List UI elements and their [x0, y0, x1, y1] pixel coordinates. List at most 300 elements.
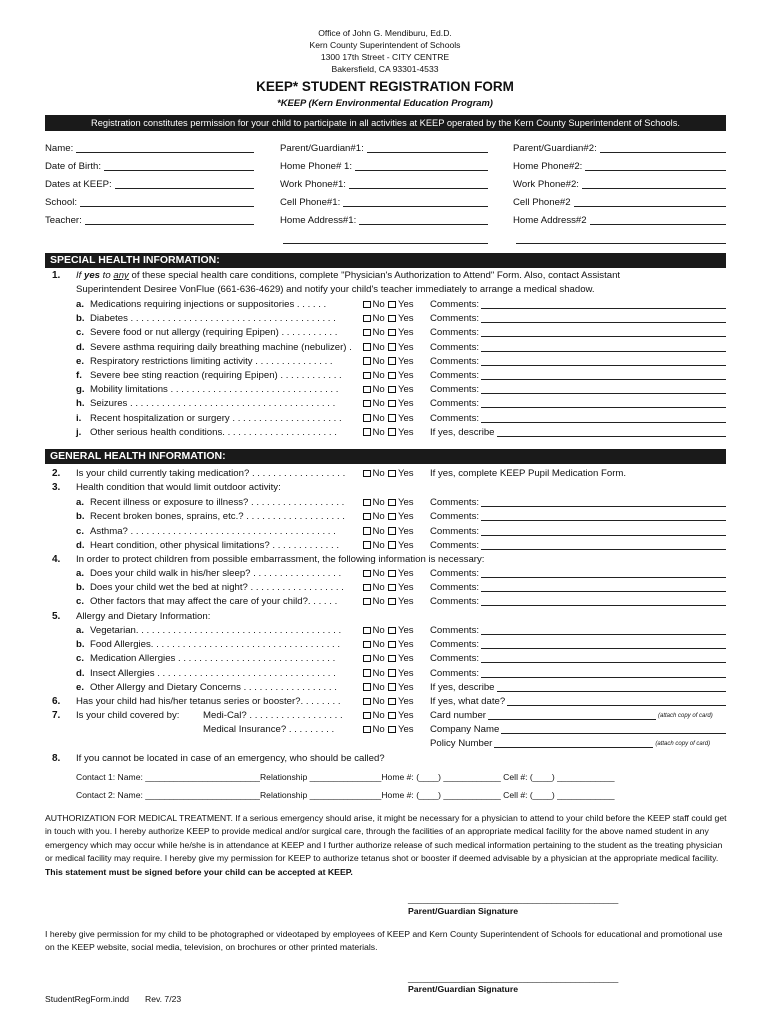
- q3-item-2-text: Asthma? . . . . . . . . . . . . . . . . . . . . . . . . . . . . . . . . . . . . . . .: [90, 525, 336, 537]
- q5-item-1-letter: b.: [76, 639, 85, 651]
- signature-line-1[interactable]: ____________________________________________: [408, 894, 619, 904]
- q3-item-2-letter: c.: [76, 525, 85, 537]
- comment-line[interactable]: [497, 681, 726, 692]
- no-checkbox[interactable]: [363, 329, 371, 337]
- no-label: No: [372, 667, 385, 679]
- q6-comment[interactable]: [430, 695, 726, 709]
- student-field-2-3[interactable]: [280, 178, 488, 192]
- q8-text: If you cannot be located in case of an emergency, who should be called?: [76, 753, 385, 764]
- special-item-9-letter: j.: [76, 426, 82, 438]
- yes-checkbox[interactable]: [388, 414, 396, 422]
- q7-card-number[interactable]: [430, 709, 726, 723]
- field-input-line[interactable]: [367, 142, 488, 153]
- field-label: Teacher:: [45, 215, 82, 226]
- field-input-line[interactable]: [343, 196, 488, 207]
- q4-item-2-no-yes[interactable]: [362, 595, 414, 609]
- field-input-line[interactable]: [600, 142, 726, 153]
- comment-line[interactable]: [481, 369, 726, 380]
- no-label: No: [372, 639, 385, 651]
- special-item-1-letter: b.: [76, 313, 85, 325]
- q5-item-1-comment[interactable]: [430, 638, 726, 652]
- yes-label: Yes: [397, 384, 414, 396]
- special-item-4-comment[interactable]: [430, 355, 726, 369]
- student-field-3-4[interactable]: [513, 196, 726, 210]
- special-item-1-comment[interactable]: [430, 312, 726, 326]
- city-line: Bakersfield, CA 93301-4533: [331, 64, 439, 74]
- yes-checkbox[interactable]: [388, 627, 396, 635]
- company-line[interactable]: [501, 723, 726, 734]
- q5-item-2-comment[interactable]: [430, 652, 726, 666]
- comment-line[interactable]: [481, 581, 726, 592]
- yes-checkbox[interactable]: [388, 683, 396, 691]
- comment-line[interactable]: [481, 412, 726, 423]
- q3-number: 3.: [52, 482, 61, 493]
- no-checkbox[interactable]: [363, 712, 371, 720]
- q5-item-3-comment[interactable]: [430, 667, 726, 681]
- field-input-line[interactable]: [582, 178, 726, 189]
- q3-item-0-text: Recent illness or exposure to illness? . . . . . . . . . . . . . . . . . .: [90, 497, 345, 508]
- comment-line[interactable]: [481, 510, 726, 521]
- company-label: Company Name: [430, 724, 500, 735]
- yes-label: Yes: [397, 710, 414, 721]
- comment-label: Comments:: [430, 625, 480, 636]
- q5-item-4-comment[interactable]: [430, 681, 726, 695]
- field-input-line[interactable]: [80, 196, 254, 207]
- comment-label: Comments:: [430, 398, 480, 410]
- field-label: Home Phone#2:: [513, 161, 583, 172]
- yes-checkbox[interactable]: [388, 386, 396, 394]
- q5-item-3-no-yes[interactable]: [362, 667, 414, 681]
- q6-number: 6.: [52, 696, 61, 707]
- signature-line-2[interactable]: ____________________________________________: [408, 973, 619, 983]
- yes-checkbox[interactable]: [388, 641, 396, 649]
- comment-label: Comments:: [430, 511, 480, 523]
- yes-label: Yes: [397, 313, 414, 325]
- field-label: Date of Birth:: [45, 161, 101, 172]
- field-input-line[interactable]: [590, 214, 726, 225]
- q7-medical: Medi-Cal? . . . . . . . . . . . . . . . . . .: [203, 710, 343, 721]
- yes-checkbox[interactable]: [388, 655, 396, 663]
- no-label: No: [372, 568, 385, 579]
- no-checkbox[interactable]: [363, 343, 371, 351]
- no-checkbox[interactable]: [363, 513, 371, 521]
- comment-label: Comments:: [430, 327, 480, 339]
- special-item-5-text: Severe bee sting reaction (requiring Epipen) . . . . . . . . . . . .: [90, 370, 342, 381]
- field-label: Home Address#2: [513, 215, 587, 226]
- contact-2-row[interactable]: Contact 2: Name: ________________________Relationship _______________Home #: (____) ____________ Cell #: (____) ____________: [76, 790, 615, 800]
- comment-label: Comments:: [430, 370, 480, 381]
- yes-checkbox[interactable]: [388, 499, 396, 507]
- q3-item-0-comment[interactable]: [430, 496, 726, 510]
- q2-comment: If yes, complete KEEP Pupil Medication Form.: [430, 468, 627, 479]
- no-checkbox[interactable]: [363, 527, 371, 535]
- special-item-5-letter: f.: [76, 370, 82, 381]
- comment-line[interactable]: [481, 326, 726, 337]
- comment-line[interactable]: [497, 426, 726, 437]
- q3-item-2-comment[interactable]: [430, 525, 726, 539]
- no-label: No: [372, 355, 385, 367]
- authorization-paragraph: AUTHORIZATION FOR MEDICAL TREATMENT. If a serious emergency should arise, it might be necessary for a physician to attend to your child before the KEEP staff could get in touch with you. I hereby authorize KEEP to provide medical and/or surgical care, through the facilities of an appropriate medical facility for the above named student in any emergency which may occur while he/she is in attendance at KEEP and I further authorize release of such medical information pertaining to the student as the treating physician or medical facility may require. I hereby give my permission for KEEP to authorize tetanus shot or booster if deemed advisable by a physician at the appropriate medical facility. This statement must be signed before your child can be accepted at KEEP.: [45, 813, 727, 877]
- comment-line[interactable]: [507, 695, 726, 706]
- signature-label-2: Parent/Guardian Signature: [408, 984, 519, 994]
- no-checkbox[interactable]: [363, 372, 371, 380]
- comment-label: Comments:: [430, 667, 480, 679]
- q4-number: 4.: [52, 554, 61, 565]
- special-item-2-comment[interactable]: [430, 326, 726, 340]
- special-item-6-comment[interactable]: [430, 383, 726, 397]
- student-field-1-5[interactable]: [45, 214, 254, 228]
- q5-item-3-text: Insect Allergies . . . . . . . . . . . . . . . . . . . . . . . . . . . . . . . . . .: [90, 667, 336, 679]
- q5-item-4-no-yes[interactable]: [362, 681, 414, 695]
- q5-item-4-letter: e.: [76, 681, 85, 693]
- q5-item-0-comment[interactable]: [430, 624, 726, 638]
- special-item-9-no-yes[interactable]: [362, 426, 414, 440]
- yes-checkbox[interactable]: [388, 372, 396, 380]
- no-checkbox[interactable]: [363, 541, 371, 549]
- no-checkbox[interactable]: [363, 627, 371, 635]
- comment-line[interactable]: [481, 496, 726, 507]
- no-checkbox[interactable]: [363, 301, 371, 309]
- q3-item-3-comment[interactable]: [430, 539, 726, 553]
- no-checkbox[interactable]: [363, 584, 371, 592]
- comment-line[interactable]: [481, 525, 726, 536]
- card-line[interactable]: [488, 709, 656, 720]
- field-label: Dates at KEEP:: [45, 179, 112, 190]
- comment-line[interactable]: [481, 667, 726, 678]
- no-checkbox[interactable]: [363, 683, 371, 691]
- yes-label: Yes: [397, 724, 414, 735]
- q5-item-0-text: Vegetarian. . . . . . . . . . . . . . . . . . . . . . . . . . . . . . . . . . . . . . .: [90, 625, 342, 636]
- no-checkbox[interactable]: [363, 669, 371, 677]
- field-label: Parent/Guardian#1:: [280, 143, 364, 154]
- special-health-heading: SPECIAL HEALTH INFORMATION:: [45, 253, 726, 268]
- special-item-8-letter: i.: [76, 412, 82, 424]
- q5-item-1-no-yes[interactable]: [362, 638, 414, 652]
- q3-item-1-text: Recent broken bones, sprains, etc.? . . . . . . . . . . . . . . . . . . .: [90, 511, 345, 523]
- no-label: No: [372, 370, 385, 381]
- no-checkbox[interactable]: [363, 400, 371, 408]
- student-field-3-3[interactable]: [513, 178, 726, 192]
- yes-checkbox[interactable]: [388, 400, 396, 408]
- comment-line[interactable]: [481, 652, 726, 663]
- q4-item-1-comment[interactable]: [430, 581, 726, 595]
- student-field-3-1[interactable]: [513, 142, 726, 156]
- special-item-3-comment[interactable]: [430, 341, 726, 355]
- signature-label-1: Parent/Guardian Signature: [408, 906, 519, 916]
- no-checkbox[interactable]: [363, 414, 371, 422]
- student-field-2-1[interactable]: [280, 142, 488, 156]
- q1-text-line2: Superintendent Desiree VonFlue (661-636-4629) and notify your child's teacher immediately to arrange a medical shadow.: [76, 284, 595, 295]
- yes-checkbox[interactable]: [388, 726, 396, 734]
- yes-checkbox[interactable]: [388, 470, 396, 478]
- q5-item-2-text: Medication Allergies . . . . . . . . . . . . . . . . . . . . . . . . . . . . . .: [90, 653, 336, 665]
- special-item-5-no-yes[interactable]: [362, 369, 414, 383]
- q5-text: Allergy and Dietary Information:: [76, 611, 211, 622]
- no-checkbox[interactable]: [363, 499, 371, 507]
- no-checkbox[interactable]: [363, 470, 371, 478]
- no-label: No: [372, 625, 385, 636]
- student-field-1-2[interactable]: [45, 160, 254, 174]
- field-input-line[interactable]: [85, 214, 254, 225]
- q4-item-0-text: Does your child walk in his/her sleep? . . . . . . . . . . . . . . . . .: [90, 568, 342, 579]
- special-item-6-letter: g.: [76, 384, 85, 396]
- q1-text-line1: If yes to any of these special health care conditions, complete "Physician's Authorization to Attend" Form. Also, contact Assistant: [76, 270, 621, 281]
- no-checkbox[interactable]: [363, 641, 371, 649]
- student-field-1-1[interactable]: [45, 142, 254, 156]
- special-item-3-no-yes[interactable]: [362, 341, 414, 355]
- yes-checkbox[interactable]: [388, 527, 396, 535]
- no-label: No: [372, 710, 385, 721]
- special-item-3-letter: d.: [76, 341, 85, 353]
- comment-line[interactable]: [481, 638, 726, 649]
- comment-label: If yes, describe: [430, 426, 495, 438]
- student-field-3-2[interactable]: [513, 160, 726, 174]
- yes-label: Yes: [397, 355, 414, 367]
- yes-label: Yes: [397, 681, 414, 693]
- comment-label: Comments:: [430, 384, 480, 396]
- comment-label: Comments:: [430, 539, 480, 551]
- q3-item-3-text: Heart condition, other physical limitations? . . . . . . . . . . . . .: [90, 539, 340, 551]
- card-label: Card number: [430, 710, 486, 721]
- yes-label: Yes: [397, 468, 414, 479]
- yes-checkbox[interactable]: [388, 315, 396, 323]
- no-checkbox[interactable]: [363, 655, 371, 663]
- home-address-2-line2[interactable]: [516, 243, 726, 244]
- student-field-2-4[interactable]: [280, 196, 488, 210]
- yes-checkbox[interactable]: [388, 712, 396, 720]
- comment-label: Comments:: [430, 412, 480, 424]
- yes-label: Yes: [397, 696, 414, 707]
- field-label: Parent/Guardian#2:: [513, 143, 597, 154]
- comment-line[interactable]: [481, 397, 726, 408]
- no-label: No: [372, 468, 385, 479]
- comment-label: Comments:: [430, 596, 480, 608]
- comment-label: Comments:: [430, 653, 480, 665]
- student-field-1-4[interactable]: [45, 196, 254, 210]
- no-checkbox[interactable]: [363, 315, 371, 323]
- yes-label: Yes: [397, 341, 414, 353]
- q3-item-1-no-yes[interactable]: [362, 510, 414, 524]
- field-label: Home Phone# 1:: [280, 161, 352, 172]
- special-item-7-comment[interactable]: [430, 397, 726, 411]
- q3-item-1-comment[interactable]: [430, 510, 726, 524]
- comment-label: Comments:: [430, 313, 480, 325]
- comment-label: If yes, what date?: [430, 696, 506, 707]
- no-label: No: [372, 497, 385, 508]
- comment-line[interactable]: [481, 567, 726, 578]
- street-line: 1300 17th Street - CITY CENTRE: [320, 52, 450, 62]
- special-item-7-text: Seizures . . . . . . . . . . . . . . . . . . . . . . . . . . . . . . . . . . . . . . .: [90, 398, 336, 410]
- yes-label: Yes: [397, 539, 414, 551]
- student-field-2-5[interactable]: [280, 214, 488, 228]
- q7-company-name[interactable]: [430, 723, 726, 737]
- no-label: No: [372, 696, 385, 707]
- field-input-line[interactable]: [76, 142, 254, 153]
- field-input-line[interactable]: [359, 214, 488, 225]
- special-item-2-no-yes[interactable]: [362, 326, 414, 340]
- special-item-8-comment[interactable]: [430, 412, 726, 426]
- yes-checkbox[interactable]: [388, 428, 396, 436]
- yes-label: Yes: [397, 412, 414, 424]
- no-checkbox[interactable]: [363, 698, 371, 706]
- special-item-1-no-yes[interactable]: [362, 312, 414, 326]
- special-item-6-text: Mobility limitations . . . . . . . . . . . . . . . . . . . . . . . . . . . . . . . .: [90, 384, 339, 396]
- contact-1-row[interactable]: Contact 1: Name: ________________________Relationship _______________Home #: (____) ____________ Cell #: (____) ____________: [76, 772, 615, 782]
- photo-permission-paragraph: I hereby give permission for my child to be photographed or videotaped by employees of KEEP and Kern County Superintendent of Schools for educational and promotional use on the KEEP website, social media, television, on brochures or other printed materials.: [45, 929, 723, 953]
- comment-label: Comments:: [430, 639, 480, 651]
- yes-checkbox[interactable]: [388, 698, 396, 706]
- q7-medical-no-yes[interactable]: [362, 709, 414, 723]
- q4-item-2-letter: c.: [76, 596, 85, 608]
- special-item-4-text: Respiratory restrictions limiting activity . . . . . . . . . . . . . . .: [90, 355, 333, 367]
- special-item-5-comment[interactable]: [430, 369, 726, 383]
- comment-line[interactable]: [481, 341, 726, 352]
- special-item-0-no-yes[interactable]: [362, 298, 414, 312]
- no-label: No: [372, 327, 385, 339]
- q8-number: 8.: [52, 753, 61, 764]
- policy-label: Policy Number: [430, 738, 493, 749]
- q3-text: Health condition that would limit outdoor activity:: [76, 482, 281, 493]
- yes-label: Yes: [397, 398, 414, 410]
- comment-line[interactable]: [481, 355, 726, 366]
- q2-number: 2.: [52, 468, 61, 479]
- comment-label: Comments:: [430, 497, 480, 508]
- special-item-0-comment[interactable]: [430, 298, 726, 312]
- special-item-4-no-yes[interactable]: [362, 355, 414, 369]
- q4-item-0-letter: a.: [76, 568, 85, 579]
- q4-item-2-comment[interactable]: [430, 595, 726, 609]
- no-label: No: [372, 582, 385, 594]
- general-health-heading: GENERAL HEALTH INFORMATION:: [45, 449, 726, 464]
- q1-number: 1.: [52, 270, 61, 281]
- yes-checkbox[interactable]: [388, 513, 396, 521]
- comment-line[interactable]: [481, 595, 726, 606]
- q4-item-1-no-yes[interactable]: [362, 581, 414, 595]
- q3-item-0-no-yes[interactable]: [362, 496, 414, 510]
- q3-item-1-letter: b.: [76, 511, 85, 523]
- yes-checkbox[interactable]: [388, 329, 396, 337]
- comment-line[interactable]: [481, 539, 726, 550]
- q7-policy-number[interactable]: [430, 737, 726, 751]
- q5-item-4-text: Other Allergy and Dietary Concerns . . . . . . . . . . . . . . . . . .: [90, 681, 337, 693]
- q2-no-yes[interactable]: [362, 467, 414, 481]
- yes-checkbox[interactable]: [388, 301, 396, 309]
- office-line: Office of John G. Mendiburu, Ed.D.: [318, 28, 452, 38]
- student-field-2-2[interactable]: [280, 160, 488, 174]
- yes-checkbox[interactable]: [388, 598, 396, 606]
- q5-item-2-no-yes[interactable]: [362, 652, 414, 666]
- yes-label: Yes: [397, 370, 414, 381]
- q7-insurance-no-yes[interactable]: [362, 723, 414, 737]
- field-input-line[interactable]: [585, 160, 726, 171]
- special-item-0-text: Medications requiring injections or suppositories . . . . . .: [90, 299, 327, 310]
- q2-text: Is your child currently taking medication? . . . . . . . . . . . . . . . . . .: [76, 468, 346, 479]
- field-input-line[interactable]: [104, 160, 254, 171]
- field-input-line[interactable]: [349, 178, 488, 189]
- q5-item-2-letter: c.: [76, 653, 85, 665]
- special-item-6-no-yes[interactable]: [362, 383, 414, 397]
- yes-checkbox[interactable]: [388, 570, 396, 578]
- q5-number: 5.: [52, 611, 61, 622]
- yes-label: Yes: [397, 653, 414, 665]
- q3-item-3-letter: d.: [76, 539, 85, 551]
- no-label: No: [372, 412, 385, 424]
- q5-item-0-letter: a.: [76, 625, 85, 636]
- yes-checkbox[interactable]: [388, 357, 396, 365]
- no-checkbox[interactable]: [363, 428, 371, 436]
- special-item-7-letter: h.: [76, 398, 85, 410]
- no-label: No: [372, 681, 385, 693]
- comment-label: Comments:: [430, 568, 480, 579]
- student-field-1-3[interactable]: [45, 178, 254, 192]
- comment-label: Comments:: [430, 355, 480, 367]
- field-label: School:: [45, 197, 77, 208]
- q4-item-1-letter: b.: [76, 582, 85, 594]
- yes-checkbox[interactable]: [388, 584, 396, 592]
- comment-line[interactable]: [481, 383, 726, 394]
- field-label: Work Phone#2:: [513, 179, 579, 190]
- q3-item-2-no-yes[interactable]: [362, 525, 414, 539]
- comment-line[interactable]: [481, 312, 726, 323]
- no-label: No: [372, 511, 385, 523]
- comment-label: If yes, describe: [430, 681, 495, 693]
- yes-label: Yes: [397, 639, 414, 651]
- field-input-line[interactable]: [115, 178, 254, 189]
- special-item-9-comment[interactable]: [430, 426, 726, 440]
- comment-line[interactable]: [481, 298, 726, 309]
- q7-insurance: Medical Insurance? . . . . . . . . .: [203, 724, 335, 735]
- q4-item-0-comment[interactable]: [430, 567, 726, 581]
- home-address-1-line2[interactable]: [283, 243, 488, 244]
- special-item-8-no-yes[interactable]: [362, 412, 414, 426]
- field-input-line[interactable]: [355, 160, 488, 171]
- policy-line[interactable]: [494, 737, 653, 748]
- yes-checkbox[interactable]: [388, 541, 396, 549]
- no-checkbox[interactable]: [363, 598, 371, 606]
- field-input-line[interactable]: [574, 196, 726, 207]
- yes-label: Yes: [397, 497, 414, 508]
- yes-label: Yes: [397, 568, 414, 579]
- student-field-3-5[interactable]: [513, 214, 726, 228]
- no-checkbox[interactable]: [363, 357, 371, 365]
- no-label: No: [372, 384, 385, 396]
- no-checkbox[interactable]: [363, 386, 371, 394]
- no-label: No: [372, 426, 385, 438]
- field-label: Home Address#1:: [280, 215, 357, 226]
- q5-item-0-no-yes[interactable]: [362, 624, 414, 638]
- yes-label: Yes: [397, 511, 414, 523]
- q7-number: 7.: [52, 710, 61, 721]
- special-item-8-text: Recent hospitalization or surgery . . . . . . . . . . . . . . . . . . . . .: [90, 412, 342, 424]
- comment-label: Comments:: [430, 525, 480, 537]
- q6-no-yes[interactable]: [362, 695, 414, 709]
- yes-checkbox[interactable]: [388, 669, 396, 677]
- special-item-7-no-yes[interactable]: [362, 397, 414, 411]
- no-checkbox[interactable]: [363, 726, 371, 734]
- q4-item-0-no-yes[interactable]: [362, 567, 414, 581]
- q3-item-3-no-yes[interactable]: [362, 539, 414, 553]
- yes-checkbox[interactable]: [388, 343, 396, 351]
- no-label: No: [372, 299, 385, 310]
- no-label: No: [372, 539, 385, 551]
- no-checkbox[interactable]: [363, 570, 371, 578]
- field-label: Cell Phone#2: [513, 197, 571, 208]
- no-label: No: [372, 525, 385, 537]
- q4-item-2-text: Other factors that may affect the care of your child?. . . . . .: [90, 596, 338, 608]
- comment-line[interactable]: [481, 624, 726, 635]
- yes-label: Yes: [397, 582, 414, 594]
- special-item-1-text: Diabetes . . . . . . . . . . . . . . . . . . . . . . . . . . . . . . . . . . . . . . .: [90, 313, 336, 325]
